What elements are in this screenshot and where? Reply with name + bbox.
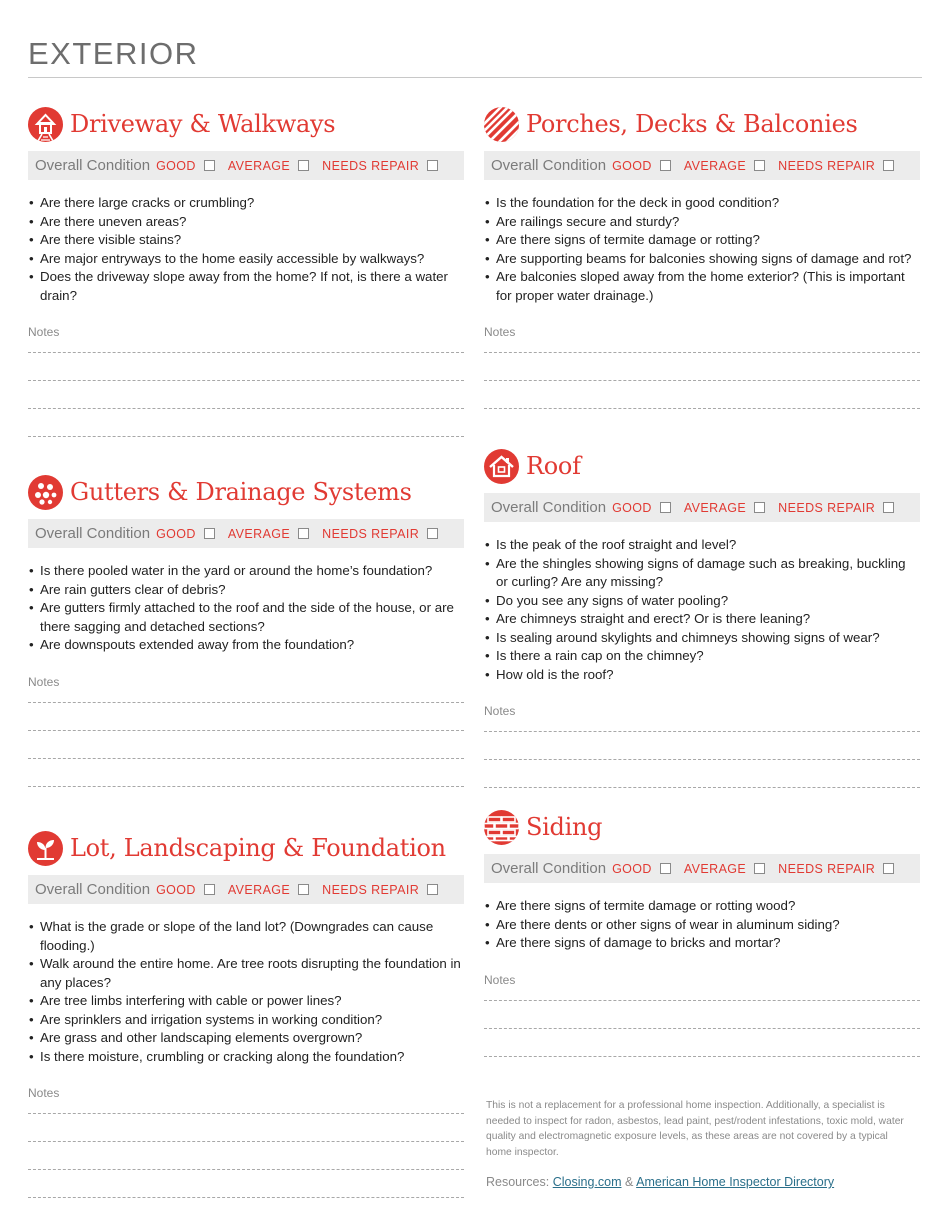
condition-needs-repair-label: NEEDS REPAIR [322, 158, 420, 173]
question-item: • Is there a rain cap on the chimney? [484, 647, 920, 666]
notes-line[interactable] [28, 408, 464, 409]
overall-condition-label: Overall Condition [491, 499, 607, 516]
question-item: • Is there pooled water in the yard or around the home’s foundation? [28, 562, 464, 581]
resources-line [486, 1175, 834, 1189]
notes-label: Notes [28, 674, 60, 689]
question-item: • Are the shingles showing signs of damage such as breaking, buckling or curling? Are any missing? [484, 555, 920, 592]
notes-line[interactable] [28, 1141, 464, 1142]
notes-line[interactable] [484, 408, 920, 409]
house-path-icon [28, 107, 63, 142]
water-drops-icon [28, 475, 63, 510]
notes-line[interactable] [28, 702, 464, 703]
notes-line[interactable] [484, 759, 920, 760]
notes-area[interactable] [28, 352, 464, 437]
condition-good-checkbox[interactable] [660, 160, 671, 171]
section-siding [484, 808, 920, 1057]
overall-condition-bar [484, 854, 920, 883]
condition-needs-repair-label: NEEDS REPAIR [322, 526, 420, 541]
question-list [484, 194, 920, 305]
overall-condition-bar [484, 151, 920, 180]
notes-area[interactable] [484, 352, 920, 409]
question-item: • Are there signs of termite damage or rotting? [484, 231, 920, 250]
condition-average-label: AVERAGE [683, 500, 747, 515]
section-lot [28, 829, 464, 1198]
notes-area[interactable] [484, 731, 920, 788]
notes-line[interactable] [28, 730, 464, 731]
section-title: Gutters & Drainage Systems [70, 478, 412, 506]
question-item: • Are sprinklers and irrigation systems in working condition? [28, 1011, 464, 1030]
question-item: • Is the peak of the roof straight and level? [484, 536, 920, 555]
question-item: • Are there signs of damage to bricks and mortar? [484, 934, 920, 953]
overall-condition-label: Overall Condition [491, 157, 607, 174]
section-header [28, 105, 464, 143]
notes-label: Notes [28, 325, 60, 339]
notes-area[interactable] [484, 1000, 920, 1057]
condition-needs-repair-checkbox[interactable] [883, 863, 894, 874]
question-item: • Are there signs of termite damage or rotting wood? [484, 897, 920, 916]
condition-average-label: AVERAGE [683, 861, 747, 876]
condition-needs-repair-label: NEEDS REPAIR [778, 158, 876, 173]
notes-line[interactable] [484, 352, 920, 353]
condition-average-checkbox[interactable] [298, 160, 309, 171]
overall-condition-label: Overall Condition [35, 525, 151, 542]
section-title: Lot, Landscaping & Foundation [70, 834, 446, 862]
question-item: • How old is the roof? [484, 666, 920, 685]
condition-good-label: GOOD [612, 500, 652, 515]
condition-good-checkbox[interactable] [660, 863, 671, 874]
question-list [28, 194, 464, 305]
closing-link[interactable]: Closing.com [552, 1175, 622, 1189]
question-item: • Walk around the entire home. Are tree roots disrupting the foundation in any places? [28, 955, 464, 992]
condition-average-checkbox[interactable] [754, 863, 765, 874]
condition-needs-repair-checkbox[interactable] [427, 160, 438, 171]
section-roof [484, 447, 920, 788]
deck-planks-icon [484, 107, 519, 142]
condition-good-label: GOOD [156, 526, 196, 541]
question-item: • Is there moisture, crumbling or cracking along the foundation? [28, 1048, 464, 1067]
notes-area[interactable] [28, 702, 464, 787]
section-header [484, 808, 920, 846]
question-item: • Is the foundation for the deck in good condition? [484, 194, 920, 213]
condition-needs-repair-checkbox[interactable] [883, 502, 894, 513]
overall-condition-label: Overall Condition [35, 157, 151, 174]
section-header [28, 829, 464, 867]
notes-line[interactable] [28, 1169, 464, 1170]
condition-good-checkbox[interactable] [204, 160, 215, 171]
section-header [484, 105, 920, 143]
condition-average-label: AVERAGE [227, 158, 291, 173]
disclaimer-text: This is not a replacement for a professional home inspection. Additionally, a specialist is needed to inspect for radon, asbestos, lead paint, pest/rodent infestations, toxic mold, water quality and electromagnetic exposure levels, as these areas are not covered by a typical home inspector. [486, 1100, 904, 1158]
question-item: • Is sealing around skylights and chimneys showing signs of wear? [484, 629, 920, 648]
condition-good-checkbox[interactable] [660, 502, 671, 513]
condition-average-checkbox[interactable] [754, 502, 765, 513]
notes-line[interactable] [28, 436, 464, 437]
question-item: • Are there dents or other signs of wear in aluminum siding? [484, 916, 920, 935]
question-item: • Are there visible stains? [28, 231, 464, 250]
notes-label: Notes [484, 972, 516, 987]
notes-line[interactable] [484, 731, 920, 732]
question-item: • Are rain gutters clear of debris? [28, 581, 464, 600]
condition-needs-repair-label: NEEDS REPAIR [778, 861, 876, 876]
question-item: • Are railings secure and sturdy? [484, 213, 920, 232]
resources-separator: & [624, 1175, 634, 1189]
notes-line[interactable] [28, 352, 464, 353]
question-list [484, 536, 920, 684]
condition-needs-repair-checkbox[interactable] [427, 884, 438, 895]
section-driveway [28, 105, 464, 437]
section-title: Siding [526, 813, 603, 841]
condition-good-label: GOOD [156, 882, 196, 897]
condition-good-label: GOOD [612, 158, 652, 173]
overall-condition-bar [28, 519, 464, 548]
section-porches [484, 105, 920, 409]
condition-needs-repair-label: NEEDS REPAIR [322, 882, 420, 897]
overall-condition-bar [484, 493, 920, 522]
notes-line[interactable] [484, 787, 920, 788]
inspector-directory-link[interactable]: American Home Inspector Directory [636, 1175, 835, 1189]
overall-condition-bar [28, 151, 464, 180]
question-list [28, 562, 464, 655]
notes-line[interactable] [484, 1000, 920, 1001]
condition-average-checkbox[interactable] [298, 884, 309, 895]
section-title: Driveway & Walkways [70, 110, 336, 138]
section-gutters [28, 473, 464, 787]
notes-line[interactable] [28, 758, 464, 759]
question-list [484, 897, 920, 953]
question-item: • Are there uneven areas? [28, 213, 464, 232]
condition-good-label: GOOD [612, 861, 652, 876]
condition-needs-repair-checkbox[interactable] [883, 160, 894, 171]
notes-line[interactable] [484, 1056, 920, 1057]
notes-line[interactable] [28, 786, 464, 787]
notes-area[interactable] [28, 1113, 464, 1198]
condition-needs-repair-label: NEEDS REPAIR [778, 500, 876, 515]
question-item: • Are supporting beams for balconies showing signs of damage and rot? [484, 250, 920, 269]
section-title: Roof [526, 452, 581, 480]
condition-average-label: AVERAGE [227, 526, 291, 541]
condition-average-label: AVERAGE [683, 158, 747, 173]
section-header [28, 473, 464, 511]
question-item: • Are major entryways to the home easily accessible by walkways? [28, 250, 464, 269]
condition-average-checkbox[interactable] [754, 160, 765, 171]
section-header [484, 447, 920, 485]
notes-line[interactable] [484, 1028, 920, 1029]
question-item: • Do you see any signs of water pooling? [484, 592, 920, 611]
bricks-icon [484, 810, 519, 845]
condition-average-label: AVERAGE [227, 882, 291, 897]
overall-condition-bar [28, 875, 464, 904]
overall-condition-label: Overall Condition [35, 881, 151, 898]
notes-line[interactable] [28, 1197, 464, 1198]
question-item: • Are tree limbs interfering with cable or power lines? [28, 992, 464, 1011]
notes-label: Notes [28, 1086, 60, 1100]
question-item: • Are chimneys straight and erect? Or is there leaning? [484, 610, 920, 629]
question-item: • Are there large cracks or crumbling? [28, 194, 464, 213]
roof-house-icon [484, 449, 519, 484]
question-item: • What is the grade or slope of the land lot? (Downgrades can cause flooding.) [28, 918, 464, 955]
question-item: • Are downspouts extended away from the foundation? [28, 636, 464, 655]
sprout-icon [28, 831, 63, 866]
page-title: EXTERIOR [28, 36, 199, 71]
notes-line[interactable] [28, 380, 464, 381]
overall-condition-label: Overall Condition [491, 860, 607, 877]
title-divider [28, 77, 922, 78]
condition-good-checkbox[interactable] [204, 528, 215, 539]
question-item: • Are balconies sloped away from the home exterior? (This is important for proper water drainage.) [484, 268, 920, 305]
question-item: • Are grass and other landscaping elements overgrown? [28, 1029, 464, 1048]
resources-label: Resources: [486, 1175, 550, 1189]
condition-good-checkbox[interactable] [204, 884, 215, 895]
notes-line[interactable] [484, 380, 920, 381]
notes-line[interactable] [28, 1113, 464, 1114]
section-title: Porches, Decks & Balconies [526, 110, 858, 138]
notes-label: Notes [484, 325, 516, 339]
condition-average-checkbox[interactable] [298, 528, 309, 539]
question-item: • Does the driveway slope away from the home? If not, is there a water drain? [28, 268, 464, 305]
question-item: • Are gutters firmly attached to the roof and the side of the house, or are there sagging and detached sections? [28, 599, 464, 636]
question-list [28, 918, 464, 1066]
condition-good-label: GOOD [156, 158, 196, 173]
condition-needs-repair-checkbox[interactable] [427, 528, 438, 539]
notes-label: Notes [484, 704, 516, 718]
